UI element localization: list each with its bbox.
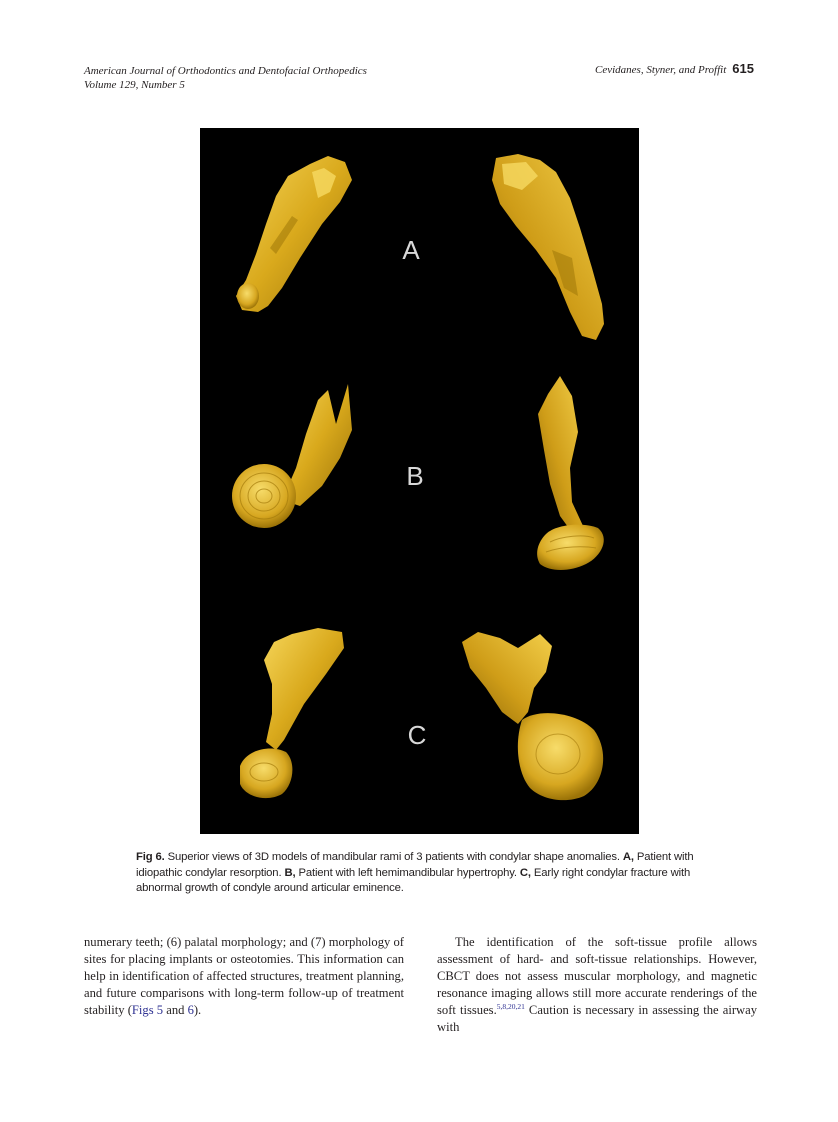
figure-caption: [136, 850, 710, 897]
condyle-models-illustration: [200, 128, 639, 834]
journal-title: American Journal of Orthodontics and Dentofacial Orthopedics: [84, 65, 367, 77]
running-authors: Cevidanes, Styner, and Proffit: [595, 64, 727, 76]
caption-fig-label: Fig 6.: [136, 851, 165, 863]
running-header-right: [595, 62, 754, 77]
caption-c-text: Early right condylar fracture with abnormal growth of condyle around articular eminence.: [136, 866, 691, 894]
body-right-text-2: Caution is necessary in assessing the airway with: [437, 1002, 757, 1034]
figure-6-image: [200, 128, 639, 834]
body-left-text-1: numerary teeth; (6) palatal morphology; and (7) morphology of sites for placing implants or osteotomies. This information can help in identification of affected structures, treatment planning, and future comparisons with long-term follow-up of treatment stability (: [84, 935, 404, 1017]
journal-volume: Volume 129, Number 5: [84, 79, 185, 91]
figure-6-link[interactable]: 6: [187, 1002, 194, 1017]
body-column-left: [84, 934, 404, 1019]
panel-label-a: A: [402, 235, 420, 265]
model-b-right: [537, 376, 604, 570]
model-c-right: [462, 632, 603, 800]
body-paragraph-right: [437, 934, 757, 1035]
caption-a-label: A,: [622, 851, 634, 863]
caption-b-text: Patient with left hemimandibular hypertrophy.: [298, 866, 517, 879]
caption-intro: Superior views of 3D models of mandibular rami of 3 patients with condylar shape anomalies.: [167, 851, 620, 863]
body-left-text-3: ).: [193, 1002, 202, 1017]
body-left-text-2: and: [163, 1002, 188, 1017]
panel-label-c: C: [407, 720, 427, 750]
figure-5-link[interactable]: Figs 5: [131, 1002, 164, 1017]
model-c-left: [240, 628, 344, 798]
model-a-left: [236, 156, 352, 312]
caption-c-label: C,: [519, 866, 531, 879]
model-b-left: [232, 384, 352, 528]
running-header-left: [84, 64, 504, 92]
body-paragraph-left: [84, 934, 404, 1019]
page-number: 615: [732, 61, 754, 76]
body-column-right: [437, 934, 757, 1035]
caption-b-label: B,: [284, 866, 296, 879]
panel-label-b: B: [406, 461, 424, 491]
reference-citation[interactable]: 5,8,20,21: [496, 1001, 525, 1011]
model-a-right: [492, 154, 604, 340]
caption-a-text: Patient with idiopathic condylar resorption.: [136, 851, 694, 879]
body-right-text-1: The identification of the soft-tissue profile allows assessment of hard- and soft-tissue relationships. However, CBCT does not assess muscular morphology, and magnetic resonance imaging allows still more accurate renderings of the soft tissues.: [437, 935, 757, 1017]
